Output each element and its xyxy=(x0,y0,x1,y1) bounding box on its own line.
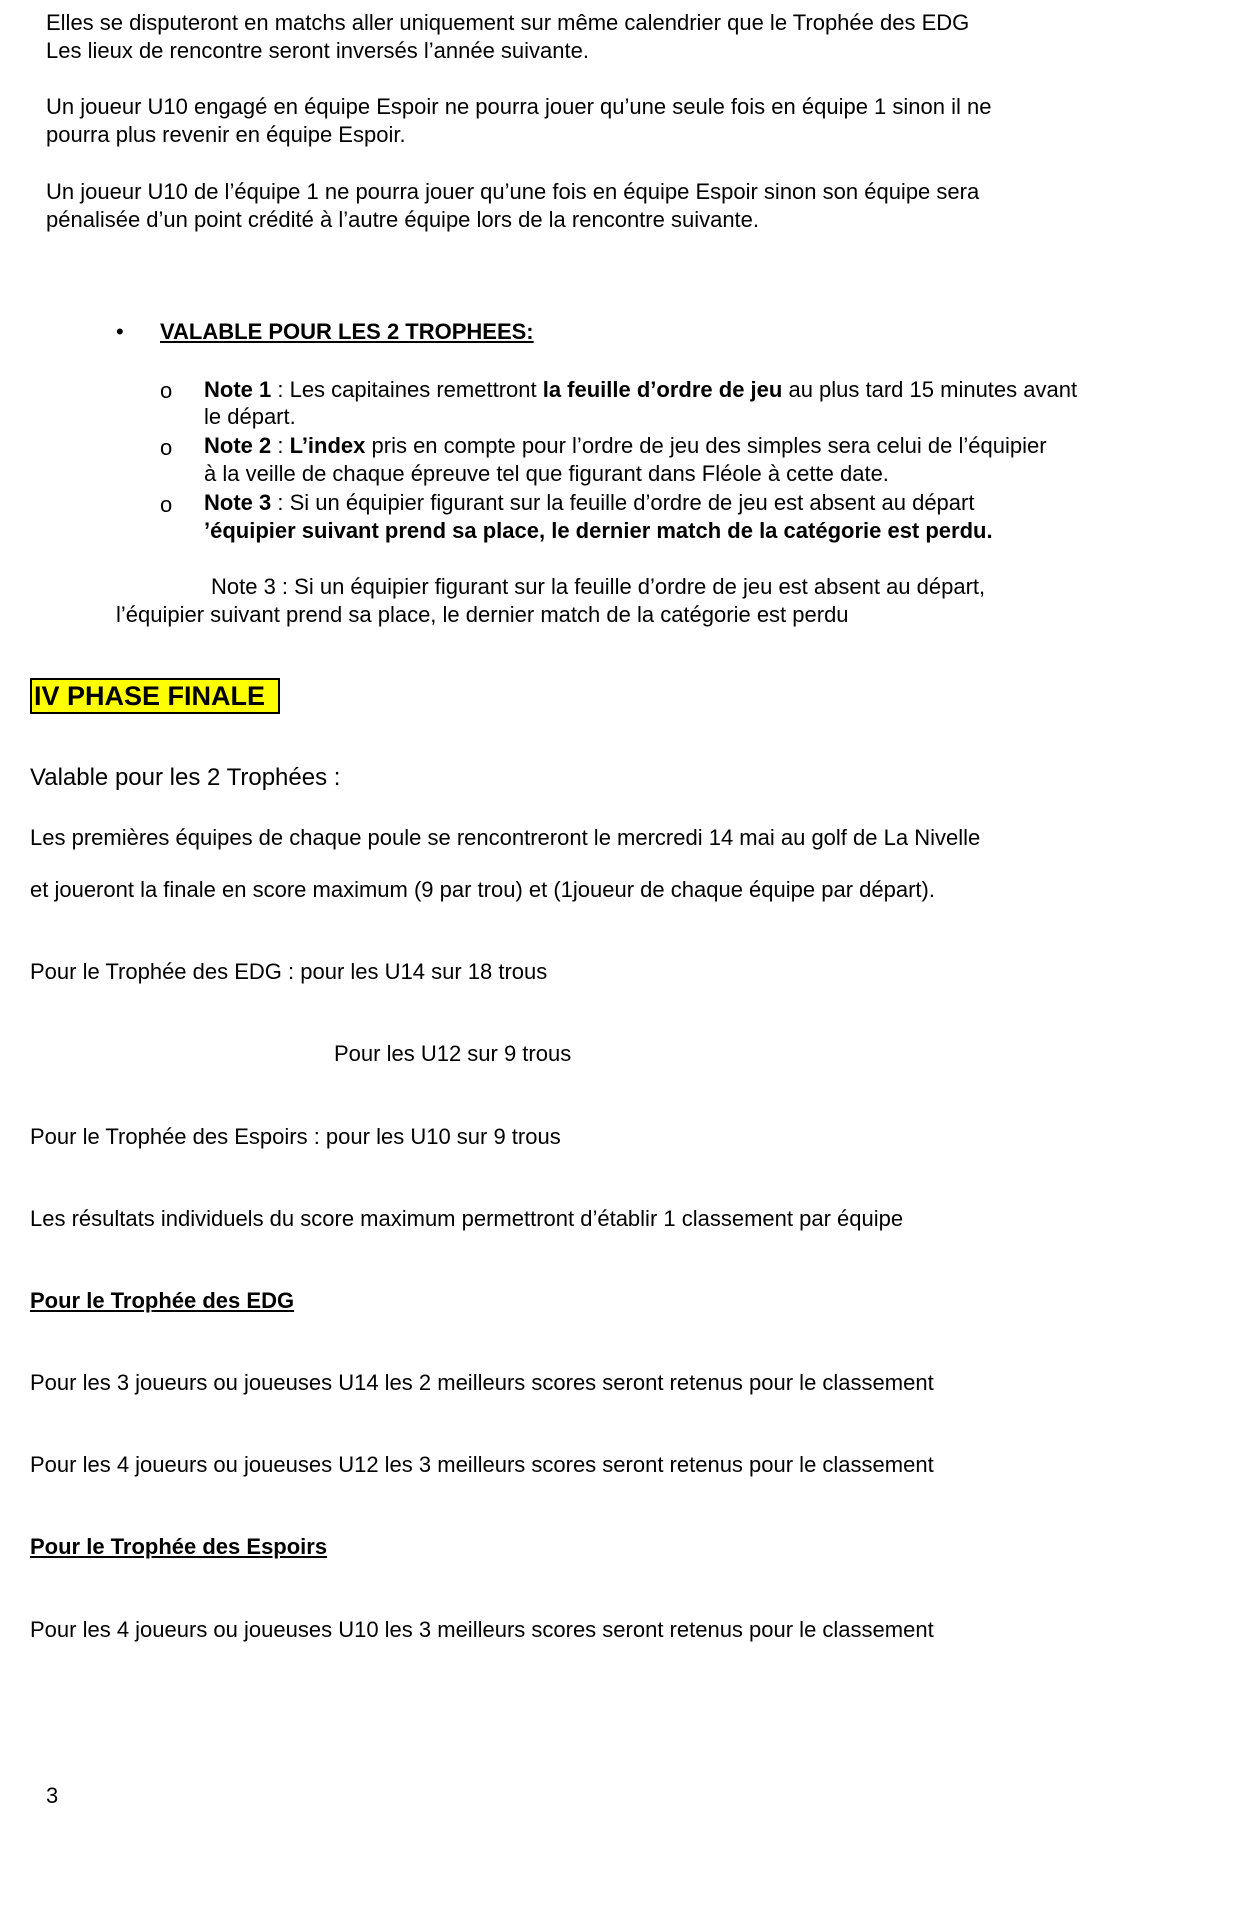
note-2-line xyxy=(204,432,1047,460)
note-1-line-2: le départ. xyxy=(204,404,296,429)
note-2-label: Note 2 xyxy=(204,433,272,458)
note-1-text: : Les capitaines remettront xyxy=(271,377,543,402)
intro-line: pourra plus revenir en équipe Espoir. xyxy=(46,122,406,147)
note-3-label: Note 3 xyxy=(204,490,272,515)
espoirs-rule-u10: Pour les 4 joueurs ou joueuses U10 les 3 meilleurs scores seront retenus pour le classement xyxy=(30,1617,934,1642)
page-number: 3 xyxy=(46,1783,59,1808)
note-2-text: : xyxy=(271,433,290,458)
intro-line: Les lieux de rencontre seront inversés l’année suivante. xyxy=(46,38,589,63)
edg-rule-u14: Pour les 3 joueurs ou joueuses U14 les 2 meilleurs scores seront retenus pour le classement xyxy=(30,1370,934,1395)
sub-bullet-icon: o xyxy=(160,492,173,517)
espoirs-u10-line: Pour le Trophée des Espoirs : pour les U10 sur 9 trous xyxy=(30,1124,561,1149)
phase-valable: Valable pour les 2 Trophées : xyxy=(30,764,341,791)
phase-paragraph: Les premières équipes de chaque poule se rencontreront le mercredi 14 mai au golf de La Nivelle xyxy=(30,825,981,850)
espoirs-heading: Pour le Trophée des Espoirs xyxy=(30,1534,328,1559)
edg-heading: Pour le Trophée des EDG xyxy=(30,1288,295,1313)
note-2-line-2: à la veille de chaque épreuve tel que figurant dans Fléole à cette date. xyxy=(204,461,889,486)
sub-bullet-icon: o xyxy=(160,435,173,460)
note-3-bold: ’équipier suivant prend sa place, le dernier match de la catégorie est perdu xyxy=(204,518,987,543)
resultats-line: Les résultats individuels du score maximum permettront d’établir 1 classement par équipe xyxy=(30,1206,904,1231)
note-3-repeat-line-2: l’équipier suivant prend sa place, le dernier match de la catégorie est perdu xyxy=(116,602,849,627)
note-2-bold: L’index xyxy=(289,433,366,458)
note-1-label: Note 1 xyxy=(204,377,272,402)
phase-paragraph: et joueront la finale en score maximum (9 par trou) et (1joueur de chaque équipe par départ). xyxy=(30,877,935,902)
edg-u12-line: Pour les U12 sur 9 trous xyxy=(334,1041,572,1066)
note-3-line-2 xyxy=(204,517,993,545)
note-3-end: . xyxy=(986,518,993,543)
note-1-line xyxy=(204,376,1077,404)
note-3-line xyxy=(204,489,974,517)
note-1-text-end: au plus tard 15 minutes avant xyxy=(782,377,1078,402)
intro-line: Un joueur U10 de l’équipe 1 ne pourra jouer qu’une fois en équipe Espoir sinon son équipe sera xyxy=(46,179,980,204)
edg-rule-u12: Pour les 4 joueurs ou joueuses U12 les 3 meilleurs scores seront retenus pour le classement xyxy=(30,1452,934,1477)
note-1-bold: la feuille d’ordre de jeu xyxy=(542,377,783,402)
intro-line: Un joueur U10 engagé en équipe Espoir ne pourra jouer qu’une seule fois en équipe 1 sinon il ne xyxy=(46,94,992,119)
intro-line: Elles se disputeront en matchs aller uniquement sur même calendrier que le Trophée des EDG xyxy=(46,10,970,35)
phase-finale-title: IV PHASE FINALE xyxy=(30,678,280,714)
note-2-text-end: pris en compte pour l’ordre de jeu des simples sera celui de l’équipier xyxy=(365,433,1047,458)
bullet-icon: • xyxy=(116,319,124,344)
valable-heading: VALABLE POUR LES 2 TROPHEES: xyxy=(160,319,534,344)
intro-line: pénalisée d’un point crédité à l’autre équipe lors de la rencontre suivante. xyxy=(46,207,760,232)
edg-u14-line: Pour le Trophée des EDG : pour les U14 sur 18 trous xyxy=(30,959,548,984)
note-3-repeat-line: Note 3 : Si un équipier figurant sur la feuille d’ordre de jeu est absent au départ, xyxy=(211,574,986,599)
sub-bullet-icon: o xyxy=(160,378,173,403)
note-3-text: : Si un équipier figurant sur la feuille d’ordre de jeu est absent au départ xyxy=(271,490,975,515)
